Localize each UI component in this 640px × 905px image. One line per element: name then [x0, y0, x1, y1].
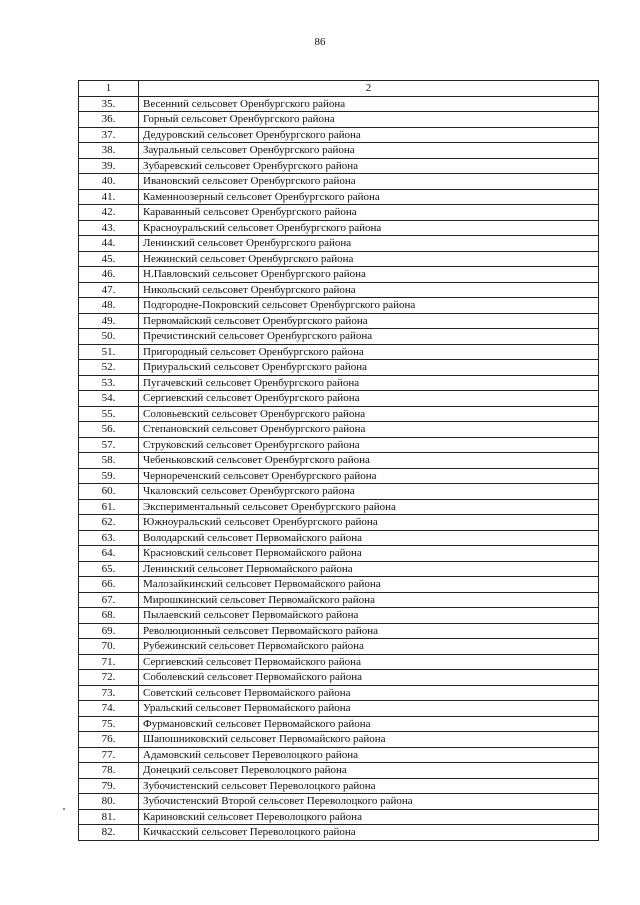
table-row: [79, 701, 599, 717]
row-number: 79.: [79, 778, 139, 794]
table-row: [79, 825, 599, 841]
row-name: Чебеньковский сельсовет Оренбургского района: [139, 453, 599, 469]
row-number: 78.: [79, 763, 139, 779]
row-number: 47.: [79, 282, 139, 298]
table-row: [79, 530, 599, 546]
table-row: [79, 561, 599, 577]
table-row: [79, 174, 599, 190]
table-row: [79, 313, 599, 329]
table-row: [79, 747, 599, 763]
row-name: Степановский сельсовет Оренбургского района: [139, 422, 599, 438]
table-row: [79, 282, 599, 298]
row-name: Зубаревский сельсовет Оренбургского района: [139, 158, 599, 174]
row-number: 77.: [79, 747, 139, 763]
table-row: [79, 220, 599, 236]
row-name: Советский сельсовет Первомайского района: [139, 685, 599, 701]
row-number: 76.: [79, 732, 139, 748]
table-row: [79, 406, 599, 422]
table-body: [79, 96, 599, 840]
row-number: 37.: [79, 127, 139, 143]
row-name: Шапошниковский сельсовет Первомайского района: [139, 732, 599, 748]
table-row: [79, 639, 599, 655]
row-number: 73.: [79, 685, 139, 701]
row-name: Пречистинский сельсовет Оренбургского района: [139, 329, 599, 345]
table-row: [79, 127, 599, 143]
row-number: 67.: [79, 592, 139, 608]
row-number: 69.: [79, 623, 139, 639]
row-number: 49.: [79, 313, 139, 329]
row-number: 48.: [79, 298, 139, 314]
table-row: [79, 809, 599, 825]
row-number: 45.: [79, 251, 139, 267]
row-number: 72.: [79, 670, 139, 686]
row-number: 59.: [79, 468, 139, 484]
table-row: [79, 205, 599, 221]
row-name: Кариновский сельсовет Переволоцкого района: [139, 809, 599, 825]
row-name: Приуральский сельсовет Оренбургского района: [139, 360, 599, 376]
table-row: [79, 592, 599, 608]
table-row: [79, 143, 599, 159]
row-number: 40.: [79, 174, 139, 190]
row-name: Мирошкинский сельсовет Первомайского района: [139, 592, 599, 608]
row-number: 64.: [79, 546, 139, 562]
row-name: Караванный сельсовет Оренбургского района: [139, 205, 599, 221]
table-row: [79, 375, 599, 391]
row-name: Зубочистенский сельсовет Переволоцкого района: [139, 778, 599, 794]
table-row: [79, 236, 599, 252]
table-row: [79, 608, 599, 624]
row-number: 66.: [79, 577, 139, 593]
table-row: [79, 267, 599, 283]
row-number: 74.: [79, 701, 139, 717]
table-row: [79, 344, 599, 360]
table-header: [79, 81, 599, 97]
table-row: [79, 732, 599, 748]
row-number: 52.: [79, 360, 139, 376]
table-row: [79, 763, 599, 779]
row-name: Красновский сельсовет Первомайского района: [139, 546, 599, 562]
row-name: Ленинский сельсовет Первомайского района: [139, 561, 599, 577]
row-name: Соболевский сельсовет Первомайского района: [139, 670, 599, 686]
table-row: [79, 499, 599, 515]
row-name: Дедуровский сельсовет Оренбургского района: [139, 127, 599, 143]
table-row: [79, 158, 599, 174]
row-number: 58.: [79, 453, 139, 469]
row-number: 63.: [79, 530, 139, 546]
row-name: Ленинский сельсовет Оренбургского района: [139, 236, 599, 252]
table-row: [79, 189, 599, 205]
row-number: 50.: [79, 329, 139, 345]
row-number: 81.: [79, 809, 139, 825]
row-number: 80.: [79, 794, 139, 810]
column-header-number: 1: [79, 81, 139, 97]
table-row: [79, 468, 599, 484]
row-name: Донецкий сельсовет Переволоцкого района: [139, 763, 599, 779]
table-row: [79, 329, 599, 345]
row-name: Первомайский сельсовет Оренбургского района: [139, 313, 599, 329]
row-name: Соловьевский сельсовет Оренбургского района: [139, 406, 599, 422]
row-number: 60.: [79, 484, 139, 500]
row-name: Кичкасский сельсовет Переволоцкого района: [139, 825, 599, 841]
row-name: Экспериментальный сельсовет Оренбургского района: [139, 499, 599, 515]
table-row: [79, 96, 599, 112]
row-number: 75.: [79, 716, 139, 732]
table-row: [79, 546, 599, 562]
row-name: Пылаевский сельсовет Первомайского района: [139, 608, 599, 624]
row-number: 42.: [79, 205, 139, 221]
row-number: 70.: [79, 639, 139, 655]
table-row: [79, 685, 599, 701]
table-row: [79, 577, 599, 593]
row-name: Пригородный сельсовет Оренбургского района: [139, 344, 599, 360]
row-number: 56.: [79, 422, 139, 438]
row-number: 51.: [79, 344, 139, 360]
municipalities-table: [78, 80, 599, 841]
row-number: 68.: [79, 608, 139, 624]
row-number: 43.: [79, 220, 139, 236]
column-header-name: 2: [139, 81, 599, 97]
table-row: [79, 422, 599, 438]
row-number: 54.: [79, 391, 139, 407]
row-name: Зауральный сельсовет Оренбургского района: [139, 143, 599, 159]
table-row: [79, 251, 599, 267]
row-name: Каменноозерный сельсовет Оренбургского района: [139, 189, 599, 205]
row-number: 39.: [79, 158, 139, 174]
table-row: [79, 515, 599, 531]
table-row: [79, 112, 599, 128]
row-name: Никольский сельсовет Оренбургского района: [139, 282, 599, 298]
row-name: Ивановский сельсовет Оренбургского района: [139, 174, 599, 190]
table-row: [79, 794, 599, 810]
row-name: Уральский сельсовет Первомайского района: [139, 701, 599, 717]
row-name: Володарский сельсовет Первомайского района: [139, 530, 599, 546]
row-number: 65.: [79, 561, 139, 577]
row-number: 71.: [79, 654, 139, 670]
table-row: [79, 484, 599, 500]
row-name: Фурмановский сельсовет Первомайского района: [139, 716, 599, 732]
table-row: [79, 778, 599, 794]
row-number: 46.: [79, 267, 139, 283]
table-row: [79, 623, 599, 639]
row-name: Зубочистенский Второй сельсовет Переволоцкого района: [139, 794, 599, 810]
row-name: Адамовский сельсовет Переволоцкого района: [139, 747, 599, 763]
row-name: Сергиевский сельсовет Первомайского района: [139, 654, 599, 670]
row-name: Н.Павловский сельсовет Оренбургского района: [139, 267, 599, 283]
row-name: Струковский сельсовет Оренбургского района: [139, 437, 599, 453]
row-name: Горный сельсовет Оренбургского района: [139, 112, 599, 128]
row-number: 53.: [79, 375, 139, 391]
table-row: [79, 437, 599, 453]
row-number: 82.: [79, 825, 139, 841]
row-name: Пугачевский сельсовет Оренбургского района: [139, 375, 599, 391]
row-name: Подгородне-Покровский сельсовет Оренбургского района: [139, 298, 599, 314]
row-name: Сергиевский сельсовет Оренбургского района: [139, 391, 599, 407]
table-row: [79, 654, 599, 670]
table-row: [79, 453, 599, 469]
row-name: Красноуральский сельсовет Оренбургского района: [139, 220, 599, 236]
row-name: Чернореченский сельсовет Оренбургского района: [139, 468, 599, 484]
table-row: [79, 391, 599, 407]
row-name: Рубежинский сельсовет Первомайского района: [139, 639, 599, 655]
row-number: 62.: [79, 515, 139, 531]
row-number: 57.: [79, 437, 139, 453]
table-row: [79, 298, 599, 314]
row-name: Чкаловский сельсовет Оренбургского района: [139, 484, 599, 500]
row-number: 61.: [79, 499, 139, 515]
row-name: Малозайкинский сельсовет Первомайского района: [139, 577, 599, 593]
row-number: 41.: [79, 189, 139, 205]
table-row: [79, 716, 599, 732]
table-row: [79, 670, 599, 686]
row-number: 38.: [79, 143, 139, 159]
header-row: [79, 81, 599, 97]
row-number: 36.: [79, 112, 139, 128]
row-number: 44.: [79, 236, 139, 252]
row-number: 35.: [79, 96, 139, 112]
row-name: Весенний сельсовет Оренбургского района: [139, 96, 599, 112]
table-row: [79, 360, 599, 376]
row-number: 55.: [79, 406, 139, 422]
row-name: Нежинский сельсовет Оренбургского района: [139, 251, 599, 267]
row-name: Революционный сельсовет Первомайского района: [139, 623, 599, 639]
page-number: 86: [314, 36, 326, 48]
scan-speck: [63, 808, 65, 810]
row-name: Южноуральский сельсовет Оренбургского района: [139, 515, 599, 531]
